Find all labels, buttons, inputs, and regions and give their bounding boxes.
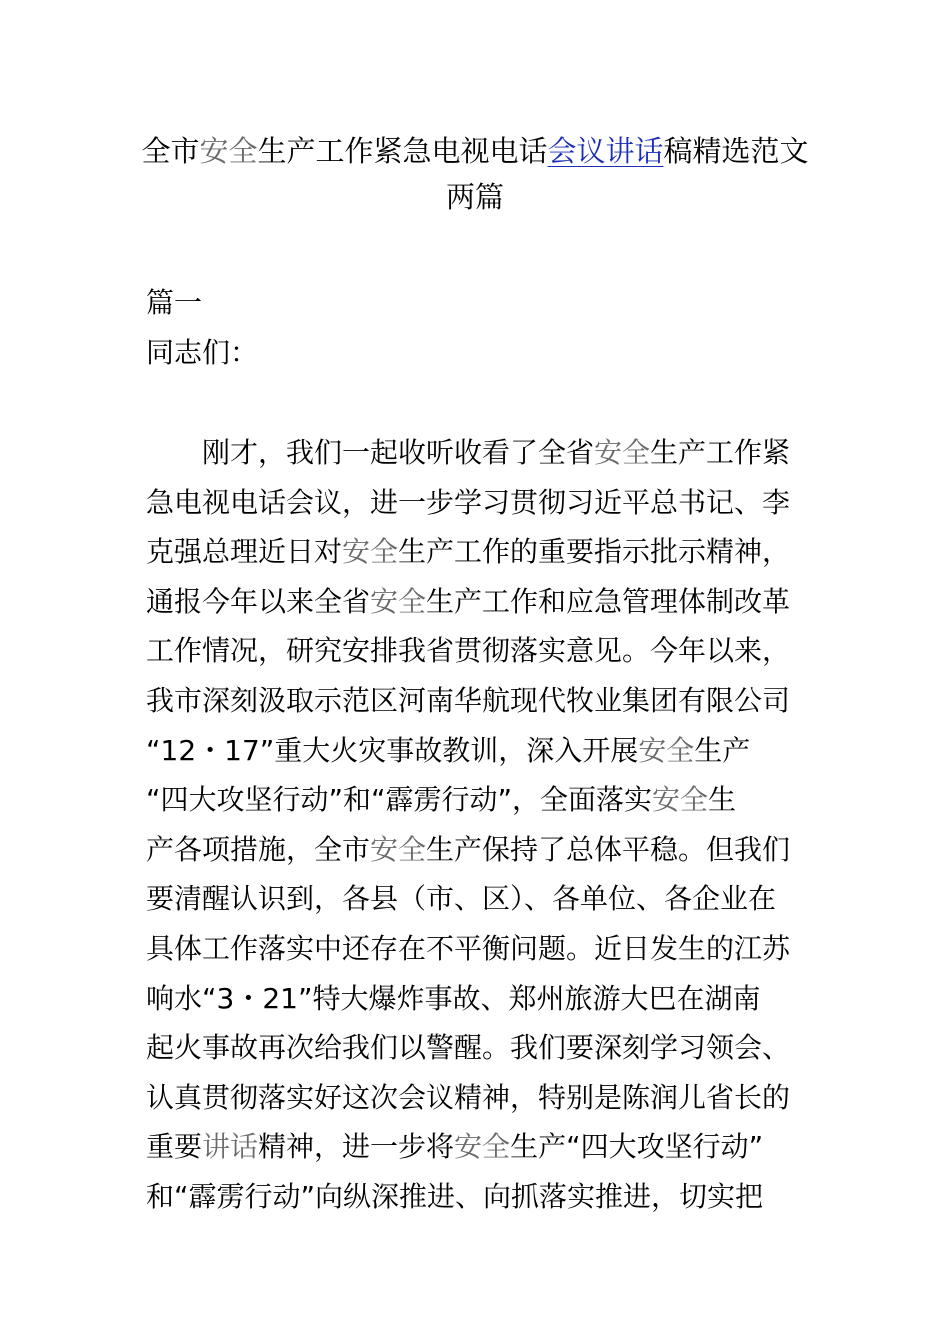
body-line (146, 527, 816, 577)
text-run: 响水“3・21”特大爆炸事故、郑州旅游大巴在湖南 (146, 981, 761, 1015)
keyword-text: 安全 (652, 783, 709, 817)
body-line (146, 478, 816, 528)
text-run: “12・17”重大火灾事故教训，深入开展 (146, 733, 639, 767)
body-line (146, 1023, 816, 1073)
text-run: 起火事故再次给我们以警醒。我们要深刻学习领会、 (146, 1031, 791, 1065)
body-line (146, 626, 816, 676)
body-line (146, 1073, 816, 1123)
text-run: 生产“四大攻坚行动” (510, 1130, 764, 1164)
text-run: 急电视电话会议，进一步学习贯彻习近平总书记、李 (146, 485, 791, 519)
body-paragraph (146, 428, 816, 1222)
body-line (146, 775, 816, 825)
keyword-link[interactable]: 会议讲话 (547, 134, 664, 168)
keyword-text: 安全 (199, 134, 258, 168)
body-line (146, 1122, 816, 1172)
salutation: 同志们： (146, 336, 259, 369)
text-run: “四大攻坚行动”和“霹雳行动”，全面落实 (146, 783, 653, 817)
text-run: 全市 (141, 134, 200, 168)
section-heading: 篇一 (146, 286, 203, 319)
keyword-text: 安全 (370, 832, 427, 866)
text-run: 工作情况，研究安排我省贯彻落实意见。今年以来， (146, 634, 791, 668)
text-run: 生产保持了总体平稳。但我们 (426, 832, 791, 866)
keyword-text: 安全 (638, 733, 695, 767)
text-run: 要清醒认识到，各县（市、区）、各单位、各企业在 (146, 882, 777, 916)
text-run: 生产工作紧 (650, 436, 791, 469)
text-run: 我市深刻汲取示范区河南华航现代牧业集团有限公司 (146, 683, 791, 717)
text-run: 生产工作的重要指示批示精神， (398, 535, 791, 569)
text-run: 认真贯彻落实好这次会议精神，特别是陈润儿省长的 (146, 1080, 791, 1114)
text-run: 和“霹雳行动”向纵深推进、向抓落实推进，切实把 (146, 1179, 764, 1213)
body-line (146, 577, 816, 627)
body-line (146, 726, 816, 776)
text-run: 重要 (146, 1130, 203, 1164)
text-run: 两篇 (445, 180, 504, 214)
body-line (146, 924, 816, 974)
body-line (146, 974, 816, 1024)
text-run: 生 (708, 783, 737, 817)
keyword-text: 安全 (454, 1130, 511, 1164)
text-run: 生产工作和应急管理体制改革 (426, 584, 791, 618)
text-run: 通报今年以来全省 (146, 584, 371, 618)
body-line (146, 676, 816, 726)
title-line-2 (100, 174, 850, 220)
text-run: 克强总理近日对 (146, 535, 343, 569)
body-line (146, 874, 816, 924)
text-run: 刚才，我们一起收听收看了全省 (146, 436, 595, 469)
text-run: 生产工作紧急电视电话 (257, 134, 548, 168)
text-run: 产各项措施，全市 (146, 832, 371, 866)
body-line (146, 1172, 816, 1222)
keyword-text: 安全 (342, 535, 399, 569)
keyword-text: 讲话 (202, 1130, 259, 1164)
keyword-text: 安全 (594, 436, 651, 469)
body-line (146, 825, 816, 875)
text-run: 精神，进一步将 (258, 1130, 455, 1164)
title-line-1 (100, 128, 850, 174)
keyword-text: 安全 (370, 584, 427, 618)
text-run: 稿精选范文 (663, 134, 809, 168)
text-run: 生产 (694, 733, 751, 767)
text-run: 具体工作落实中还存在不平衡问题。近日发生的江苏 (146, 931, 791, 965)
body-line (146, 428, 816, 478)
document-title (100, 128, 850, 220)
